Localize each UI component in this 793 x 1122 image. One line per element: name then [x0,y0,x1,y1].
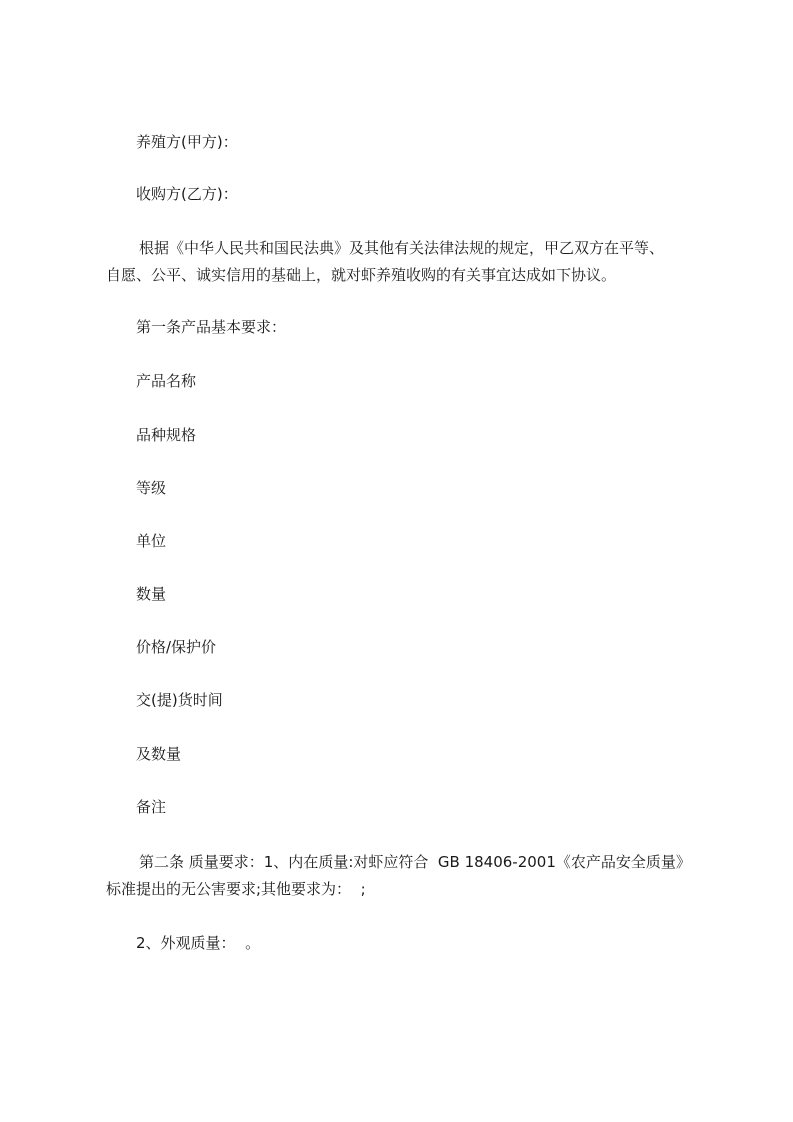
article-2-item-2: 2、外观质量： 。 [136,934,261,952]
item-product-name: 产品名称 [136,372,197,390]
article-2-line-1: 第二条 质量要求：1、内在质量:对虾应符合 GB 18406-2001《农产品安全质量》 [139,853,691,871]
preamble-line-1: 根据《中华人民共和国民法典》及其他有关法律法规的规定，甲乙双方在平等、 [139,239,665,257]
item-grade: 等级 [136,479,167,497]
party-b-label: 收购方(乙方)： [136,185,238,203]
article-1-title: 第一条产品基本要求： [136,318,287,336]
article-2-line-2: 标准提出的无公害要求;其他要求为： ; [106,880,366,898]
preamble-line-2: 自愿、公平、诚实信用的基础上，就对虾养殖收购的有关事宜达成如下协议。 [106,266,617,284]
item-unit: 单位 [136,532,167,550]
item-delivery-time: 交(提)货时间 [136,691,223,709]
item-variety-spec: 品种规格 [136,426,197,444]
item-quantity: 数量 [136,585,167,603]
item-price: 价格/保护价 [136,638,217,656]
item-remarks: 备注 [136,798,167,816]
party-a-label: 养殖方(甲方)： [136,133,238,151]
item-delivery-quantity: 及数量 [136,745,182,763]
